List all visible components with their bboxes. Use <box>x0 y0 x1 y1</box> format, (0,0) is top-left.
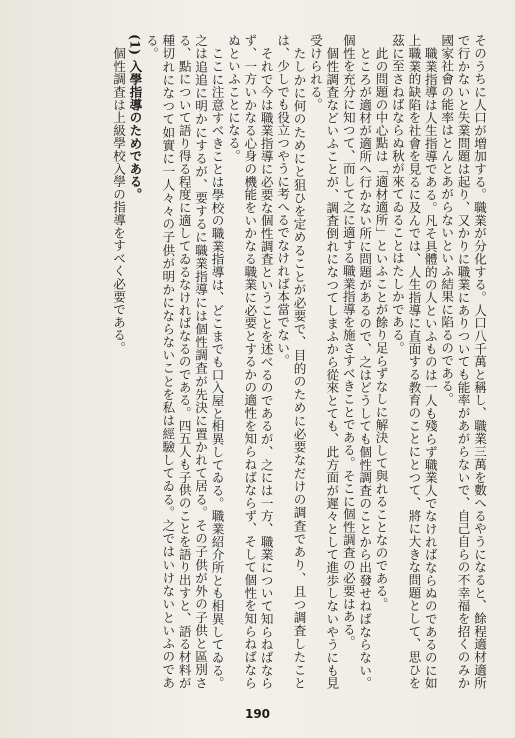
paragraph: ここに注意すべきことは學校の職業指導は、どこまでも口入屋と相異してゐる。職業紹介所とも相異してゐる。之は追追に明かにするが、要するに職業指導には個性調査が先決に置かれて居る。その子供が外の子供と區別さる、點について語り得る程度に適してゐるなければなるのである。四五人も子供のことを語り出すと、語る材料が種切れになつて如實に一人々々の子供が明かにならないことを私は經驗してゐる。之ではいけないといふのである。 <box>143 34 225 689</box>
paragraph: それで今は職業指導に必要な個性調査ということを述べるのであるが、之には一方、職業について知らねばならず、一方いかなる心身の機能をいかなる職業に必要とするかの適性を知らねばならず、そして個性を知らねばならぬといふことになる。 <box>225 34 274 689</box>
paragraph: 個性調査は上級學校入學の指導をすべく必要である。 <box>111 46 127 354</box>
section-heading: (1) 入學指導のためである。 <box>127 34 143 201</box>
paragraph: そのうちに人口が増加する。職業が分化する。人口八千萬と稱し、職業三萬を數へるやうになると、餘程適材適所で行かないと失業問題は起り、又かりに職業にありついても能率があがらないで、自己自らの不幸福を招くのみか國家社會の能率はとんとあがらないといふ結果に陷るのである。 <box>439 34 487 689</box>
paragraph: 此の問題の中心點は「適材適所」といふことが餘り足らずなしに解決して與れることなのである。 <box>373 46 389 610</box>
paragraph: 職業指導は人生指導である。凡そ具體的の人といふものは一人も殘らず職業人でなければならぬのであるのに如上職業的缺陷を社會を見るに及んでは、人生指導に直面する教育のことにとつて、將に大きな問題として、思ひを茲に至さねばならぬ秋が來てゐることはたしかである。 <box>389 34 438 689</box>
paragraph: ところが適材が適所へ行かない所に問題があるので、之はどうしても個性調査のことから出發せねばならない。個性を充分に知つて、而して之に適する職業指導を施さすべきことである。そこに個性調査の必要はある。 <box>340 34 373 689</box>
vertical-text-body <box>17 34 487 689</box>
paragraph: たしかに何のためにと狙ひを定めることが必要で、目的のために必要なだけの調査であり、且つ調査したことは、少しでも役立つやうに考へるでなければ本當でない。 <box>275 34 307 689</box>
page-number: 190 <box>244 707 271 721</box>
paragraph: 個性調査などいふことが、調査倒れになつてしまふから從來とても、此方面が遲々として進歩しないやうにも見受けられる。 <box>307 34 340 689</box>
